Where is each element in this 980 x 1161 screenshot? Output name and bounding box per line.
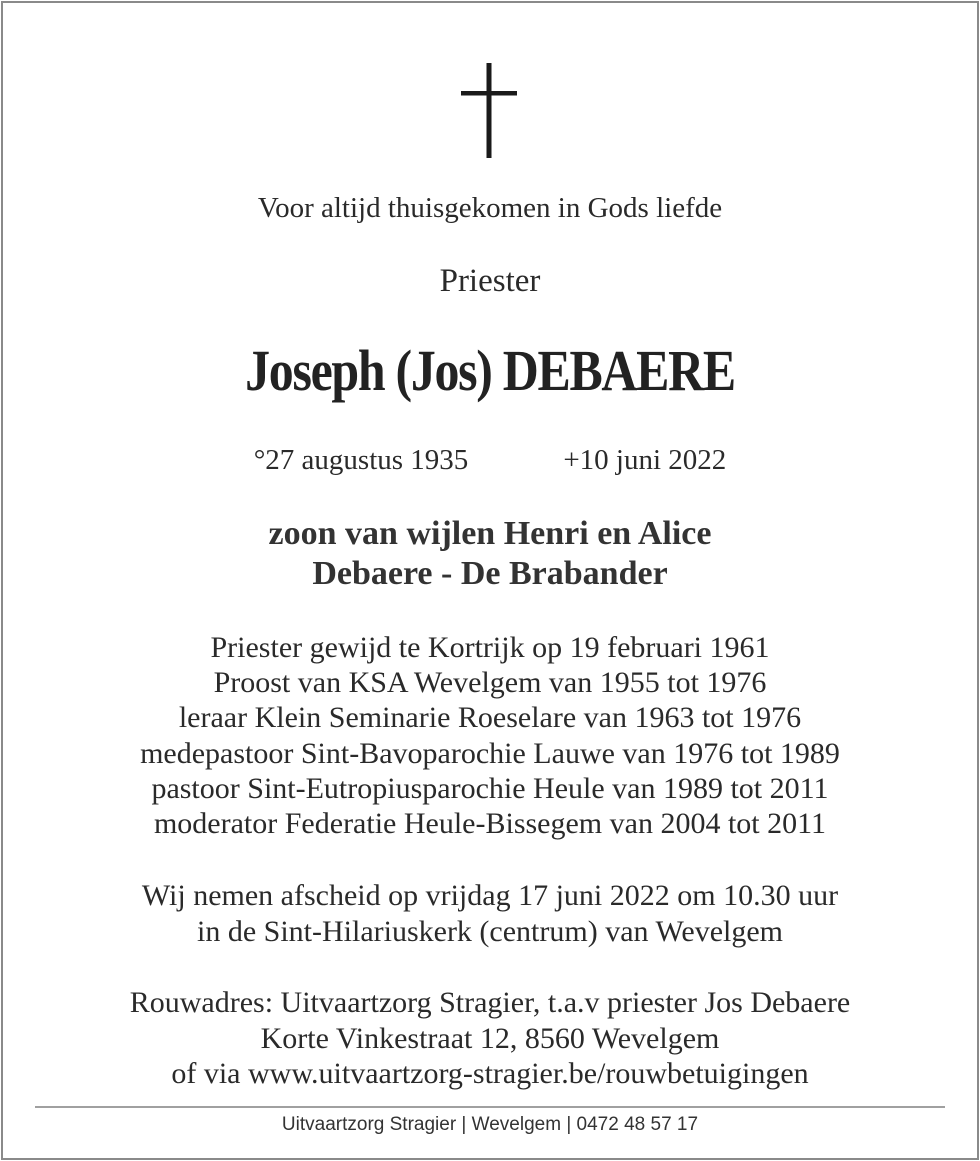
address-block — [0, 985, 980, 1092]
death-date: +10 juni 2022 — [563, 444, 727, 476]
funeral-line: Wij nemen afscheid op vrijdag 17 juni 2022 om 10.30 uur — [141, 879, 839, 912]
life-dates — [0, 442, 980, 478]
career-line: Proost van KSA Wevelgem van 1955 tot 1976 — [213, 666, 767, 700]
career-line: Priester gewijd te Kortrijk op 19 februari 1961 — [210, 631, 770, 664]
career-line: medepastoor Sint-Bavoparochie Lauwe van 1976 tot 1989 — [140, 736, 840, 770]
address-line: Rouwadres: Uitvaartzorg Stragier, t.a.v priester Jos Debaere — [129, 986, 851, 1019]
deceased-name: Joseph (Jos) DEBAERE — [245, 338, 735, 403]
footer-text: Uitvaartzorg Stragier | Wevelgem | 0472 48 57 17 — [281, 1114, 699, 1135]
career-block — [0, 630, 980, 841]
parents-line: Debaere - De Brabander — [312, 555, 668, 592]
address-line: Korte Vinkestraat 12, 8560 Wevelgem — [260, 1021, 720, 1055]
parents-block — [0, 514, 980, 594]
notice-subtitle: Voor altijd thuisgekomen in Gods liefde — [257, 192, 723, 224]
footer-divider — [35, 1106, 945, 1108]
parents-line: zoon van wijlen Henri en Alice — [268, 515, 712, 552]
career-line: pastoor Sint-Eutropiusparochie Heule van 1989 tot 2011 — [151, 771, 829, 805]
cross-icon — [0, 63, 980, 159]
career-line: moderator Federatie Heule-Bissegem van 2004 tot 2011 — [153, 807, 827, 841]
funeral-line: in de Sint-Hilariuskerk (centrum) van Wevelgem — [196, 914, 784, 948]
deceased-role: Priester — [439, 263, 541, 299]
funeral-block — [0, 878, 980, 949]
address-line: of via www.uitvaartzorg-stragier.be/rouwbetuigingen — [171, 1057, 809, 1090]
career-line: leraar Klein Seminarie Roeselare van 1963 tot 1976 — [178, 701, 802, 735]
birth-date: °27 augustus 1935 — [253, 444, 469, 476]
